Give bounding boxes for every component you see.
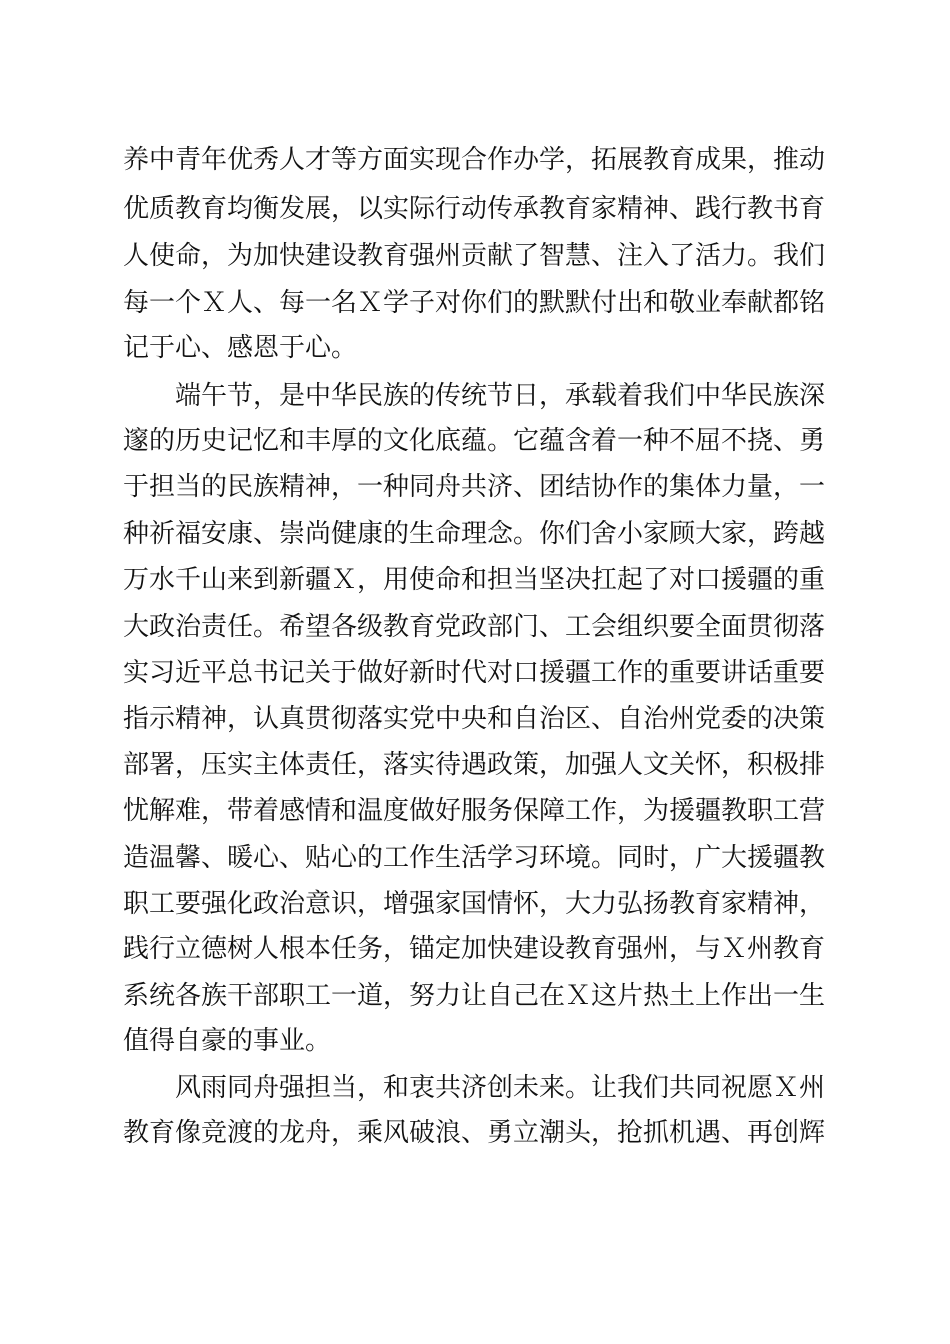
paragraph-2-line-11: 造温馨、暖心、贴心的工作生活学习环境。同时，广大援疆教 xyxy=(123,843,826,873)
paragraph-2-line-5: 万水千山来到新疆Ｘ，用使命和担当坚决扛起了对口援疆的重 xyxy=(123,565,826,595)
paragraph-1-line-4: 每一个Ｘ人、每一名Ｘ学子对你们的默默付出和敬业奉献都铭 xyxy=(123,288,826,318)
paragraph-3-line-2: 教育像竞渡的龙舟，乘风破浪、勇立潮头，抢抓机遇、再创辉 xyxy=(123,1118,826,1148)
paragraph-2-line-6: 大政治责任。希望各级教育党政部门、工会组织要全面贯彻落 xyxy=(123,612,826,642)
paragraph-2-line-9: 部署，压实主体责任，落实待遇政策，加强人文关怀，积极排 xyxy=(123,750,826,780)
paragraph-2-line-13: 践行立德树人根本任务，锚定加快建设教育强州，与Ｘ州教育 xyxy=(123,934,826,964)
paragraph-1-line-2: 优质教育均衡发展，以实际行动传承教育家精神、践行教书育 xyxy=(123,194,826,224)
paragraph-1-line-1: 养中青年优秀人才等方面实现合作办学，拓展教育成果，推动 xyxy=(123,145,826,175)
paragraph-2-line-2: 邃的历史记忆和丰厚的文化底蕴。它蕴含着一种不屈不挠、勇 xyxy=(123,426,826,456)
paragraph-2-line-7: 实习近平总书记关于做好新时代对口援疆工作的重要讲话重要 xyxy=(123,658,826,688)
paragraph-2-line-3: 于担当的民族精神，一种同舟共济、团结协作的集体力量，一 xyxy=(123,472,826,502)
paragraph-2-line-1: 端午节，是中华民族的传统节日，承载着我们中华民族深 xyxy=(123,381,826,411)
paragraph-2-line-14: 系统各族干部职工一道，努力让自己在Ｘ这片热土上作出一生 xyxy=(123,981,826,1011)
paragraph-1-line-3: 人使命，为加快建设教育强州贡献了智慧、注入了活力。我们 xyxy=(123,241,826,271)
paragraph-2-line-4: 种祈福安康、崇尚健康的生命理念。你们舍小家顾大家，跨越 xyxy=(123,519,826,549)
paragraph-2-line-15: 值得自豪的事业。 xyxy=(123,1026,332,1056)
paragraph-2-line-8: 指示精神，认真贯彻落实党中央和自治区、自治州党委的决策 xyxy=(123,704,826,734)
paragraph-2-line-10: 忧解难，带着感情和温度做好服务保障工作，为援疆教职工营 xyxy=(123,796,826,826)
paragraph-2-line-12: 职工要强化政治意识，增强家国情怀，大力弘扬教育家精神， xyxy=(123,889,826,919)
paragraph-1-line-5: 记于心、感恩于心。 xyxy=(123,333,358,363)
paragraph-3-line-1: 风雨同舟强担当，和衷共济创未来。让我们共同祝愿Ｘ州 xyxy=(123,1073,826,1103)
